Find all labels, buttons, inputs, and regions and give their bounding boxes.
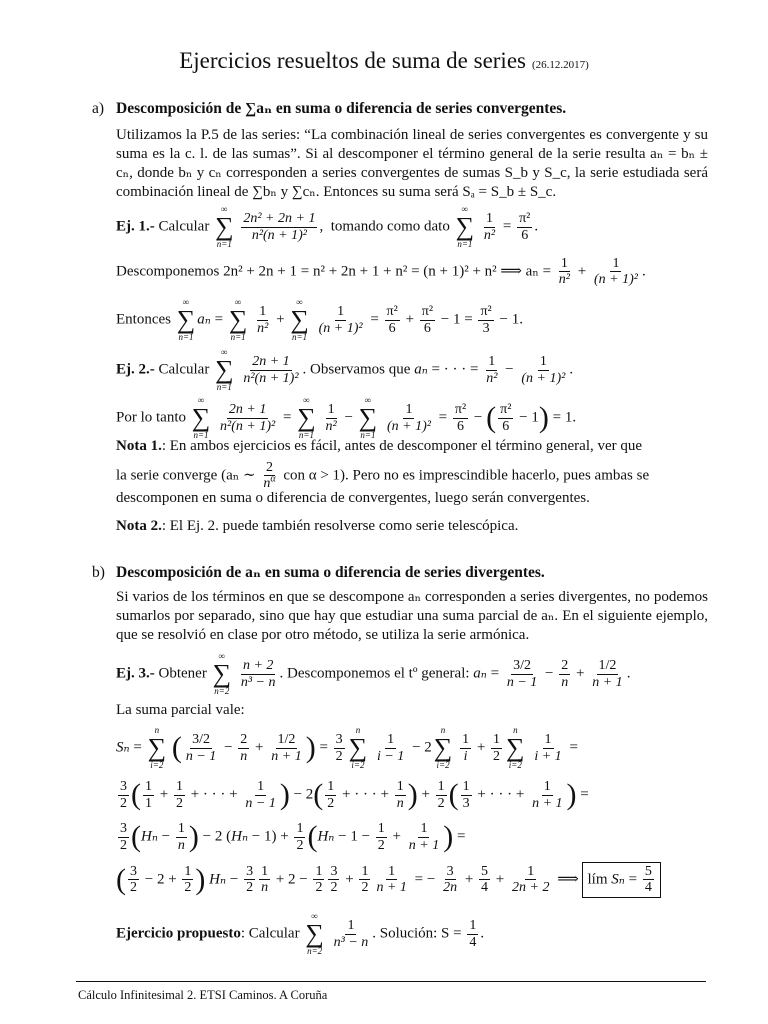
fraction: $\frac{1}{n}$ — [177, 821, 185, 853]
fraction: $\frac{\text{π²}}{6}$ — [386, 304, 398, 336]
footer: Cálculo Infinitesimal 2. ETSI Caminos. A Coruña — [78, 988, 328, 1002]
sum-symbol: ∞ ∑ n=1 — [358, 395, 378, 440]
ej3-text: Obtener — [158, 665, 207, 682]
fraction: $\frac{1}{2}$ — [175, 779, 183, 811]
ej1-text: Calcular — [158, 218, 210, 235]
sum-symbol: ∞ ∑ n=2 — [212, 651, 232, 696]
fraction: $\frac{1}{2}$ — [493, 732, 501, 764]
fraction: $\frac{1}{\text{n²}}$ — [325, 402, 337, 434]
sum-symbol: ∞ ∑ n=1 — [215, 347, 234, 392]
ej2-text: Calcular — [158, 361, 210, 378]
fraction: $\frac{1}{\text{n²}}$ — [257, 304, 269, 336]
fraction: $\frac{1}{1}$ — [145, 779, 152, 811]
fraction: $\frac{1}{2}$ — [327, 779, 335, 811]
nota1-text1: : En ambos ejercicios es fácil, antes de descomponer el término general, ver que — [161, 438, 643, 454]
nota1-line3: descomponen en suma o diferencia de convergentes, luego serán convergentes. — [116, 490, 590, 506]
fraction: $\frac{2n + 1}{\text{n²(n + 1)²}}$ — [220, 402, 276, 434]
propuesto-solucion: . Solución: S = — [372, 925, 462, 942]
fraction: $\frac{3/2}{n - 1}$ — [506, 658, 538, 690]
section-b-tag: b) — [92, 564, 105, 581]
ej2-line: Ej. 2.- Calcular ∞ ∑ n=1 $\frac{2n + 1}{\text{n²(n + 1)²}}$ . Observamos que aₙ = · · · = $\frac{1}{\text{n²}}$ − $\frac{1}{\text{(n + 1)²}}$ . — [116, 347, 574, 392]
suma-parcial-label: La suma parcial vale: — [116, 702, 245, 718]
fraction: $\frac{1}{\text{n²}}$ — [486, 354, 498, 386]
fraction: $\frac{1}{2}$ — [315, 864, 323, 896]
fraction: $\frac{3}{2}$ — [120, 779, 127, 811]
nota2-label: Nota 2. — [116, 518, 162, 534]
fraction: $\frac{1}{i}$ — [462, 732, 470, 764]
fraction: $\frac{1}{\text{n²}}$ — [483, 211, 496, 243]
section-a-heading-text: Descomposición de ∑aₙ en suma o diferencia de series convergentes. — [116, 100, 567, 117]
fraction: $\frac{1}{3}$ — [462, 779, 470, 811]
section-a-intro: Utilizamos la P.5 de las series: “La combinación lineal de series convergentes es convergente y su suma es la c. l. de las sumas”. Si al descomponer el término general de la serie resulta aₙ = bₙ ± cₙ, donde bₙ y cₙ corresponden a series convergentes de sumas S_b y S_c, la serie estudiada será combinación lineal de ∑bₙ y ∑cₙ. Entonces su suma será Sₐ = S_b ± S_c. — [116, 127, 708, 200]
fraction: $\frac{3}{2}$ — [130, 864, 137, 896]
fraction: $\frac{1}{\text{(n + 1)²}}$ — [593, 256, 638, 288]
ej2-label: Ej. 2.- — [116, 361, 155, 378]
sum-symbol: n ∑ i=2 — [506, 725, 525, 770]
sum-symbol: ∞ ∑ n=1 — [455, 204, 475, 249]
ej1-line: Ej. 1.- Calcular ∞ ∑ n=1 $\frac{\text{2n² + 2n + 1}}{\text{n²(n + 1)²}}$ , tomando como dato ∞ ∑ n=1 $\frac{1}{\text{n²}}$ = $\frac{\text{π²}}{6}$ . — [116, 204, 539, 249]
decomp1-line: Descomponemos 2n² + 2n + 1 = n² + 2n + 1 + n² = (n + 1)² + n² ⟹ aₙ = $\frac{1}{\text{n²}}$ + $\frac{1}{\text{(n + 1)²}}$ . — [116, 256, 646, 288]
document-title — [0, 48, 768, 74]
fraction: $\frac{1}{2}$ — [296, 821, 304, 853]
fraction: $\frac{1}{\text{(n + 1)²}}$ — [386, 402, 431, 434]
ej3-descomp: . Descomponemos el tº general: — [279, 665, 470, 682]
fraction: $\frac{1}{2}$ — [184, 864, 192, 896]
sum-symbol: ∞ ∑ n=1 — [297, 395, 316, 440]
entonces-text: Entonces — [116, 311, 171, 328]
sum-symbol: ∞ ∑ n=1 — [228, 297, 248, 342]
nota2-text: : El Ej. 2. puede también resolverse como serie telescópica. — [161, 518, 519, 534]
section-a-heading — [92, 98, 566, 118]
result-box: lím Sₙ = $\frac{5}{4}$ — [582, 862, 660, 898]
ej3-label: Ej. 3.- — [116, 665, 155, 682]
fraction: $\frac{\text{π²}}{6}$ — [519, 211, 531, 243]
section-b-intro: Si varios de los términos en que se descompone aₙ corresponden a series divergentes, no podemos sumarlos por separado, sino que hay que estudiar una suma parcial de aₙ. En el siguiente ejemplo, que se resolvió en clase por otro método, se utiliza la serie armónica. — [116, 589, 708, 643]
title-text: Ejercicios resueltos de suma de series — [179, 48, 526, 73]
sum-symbol: n ∑ i=2 — [433, 725, 453, 770]
nota2 — [116, 518, 518, 535]
fraction: $\frac{1}{n + 1}$ — [532, 779, 563, 811]
ej3-line: Ej. 3.- Obtener ∞ ∑ n=2 $\frac{n + 2}{\text{n³ − n}}$ . Descomponemos el tº general: aₙ = $\frac{3/2}{n - 1}$ − $\frac{2}{n}$ + $\frac{1/2}{n + 1}$ . — [116, 651, 631, 696]
sn-line4: ( $\frac{3}{2}$ − 2 + $\frac{1}{2}$ ) Hₙ − $\frac{3}{2}$ $\frac{1}{n}$ + 2 − $\frac{1}{2}$ $\frac{3}{2}$ + $\frac{1}{2}$ $\frac{1}{n + 1}$ = − $\frac{3}{2n}$ + $\frac{5}{4}$ + $\frac{1}{2n + 2}$ ⟹ lím Sₙ = $\frac{5}{4}$ — [116, 862, 661, 898]
fraction: $\frac{n + 2}{\text{n³ − n}}$ — [240, 658, 276, 690]
fraction: $\frac{1/2}{n + 1}$ — [271, 732, 302, 764]
fraction: $\frac{1}{\text{n²}}$ — [558, 256, 570, 288]
section-b-heading-text: Descomposición de aₙ en suma o diferencia de series divergentes. — [116, 564, 545, 581]
entonces-line: Entonces ∞ ∑ n=1 aₙ = ∞ ∑ n=1 $\frac{1}{\text{n²}}$ + ∞ ∑ n=1 $\frac{1}{\text{(n + 1)²}}$ = $\frac{\text{π²}}{6}$ + $\frac{\text{π²}}{6}$ − 1 = $\frac{\text{π²}}{3}$ − 1. — [116, 297, 523, 342]
section-a-tag: a) — [92, 100, 105, 117]
fraction: $\frac{1/2}{n + 1}$ — [592, 658, 623, 690]
propuesto-label: Ejercicio propuesto — [116, 925, 241, 942]
sum-symbol: ∞ ∑ n=2 — [305, 911, 324, 956]
fraction: $\frac{5}{4}$ — [644, 864, 652, 896]
fraction: $\frac{3}{2}$ — [246, 864, 254, 896]
fraction: $\frac{1}{2n + 2}$ — [512, 864, 550, 896]
section-b-heading — [92, 562, 545, 582]
nota1-label: Nota 1. — [116, 438, 162, 454]
sum-symbol: n ∑ i=2 — [147, 725, 167, 770]
nota1-line2 — [116, 460, 649, 492]
footer-rule — [76, 981, 706, 982]
sn-line1: Sₙ = n ∑ i=2 ( $\frac{3/2}{n - 1}$ − $\frac{2}{n}$ + $\frac{1/2}{n + 1}$ ) = $\frac{3}{2}$ n ∑ i=2 $\frac{1}{i - 1}$ − 2 n ∑ i=2 $\frac{1}{i}$ + $\frac{1}{2}$ n ∑ i=2 $\frac{1}{i + 1}$ = — [116, 725, 578, 770]
fraction: $\frac{3}{2}$ — [335, 732, 343, 764]
sn-line3: $\frac{3}{2}$ (Hₙ − $\frac{1}{n}$ ) − 2 (Hₙ − 1) + $\frac{1}{2}$ (Hₙ − 1 − $\frac{1}{2}$ + $\frac{1}{n + 1}$ ) = — [120, 820, 466, 853]
fraction: $\frac{1}{i - 1}$ — [376, 732, 405, 764]
sum-symbol: n ∑ i=2 — [348, 725, 368, 770]
fraction: $\frac{2}{n}$ — [561, 658, 569, 690]
sn-line2: $\frac{3}{2}$ ( $\frac{1}{1}$ + $\frac{1}{2}$ + · · · + $\frac{1}{n - 1}$ ) − 2( $\frac{1}{2}$ + · · · + $\frac{1}{n}$ ) + $\frac{1}{2}$ ( $\frac{1}{3}$ + · · · + $\frac{1}{n + 1}$ ) = — [120, 778, 589, 811]
propuesto-text: : Calcular — [240, 925, 300, 942]
por-lo-tanto-line: Por lo tanto ∞ ∑ n=1 $\frac{2n + 1}{\text{n²(n + 1)²}}$ = ∞ ∑ n=1 $\frac{1}{\text{n²}}$ − ∞ ∑ n=1 $\frac{1}{\text{(n + 1)²}}$ = $\frac{\text{π²}}{6}$ − ( $\frac{\text{π²}}{6}$ − 1) = 1. — [116, 395, 577, 440]
fraction: $\frac{\text{π²}}{6}$ — [454, 402, 467, 434]
fraction: $\frac{\text{π²}}{6}$ — [421, 304, 434, 336]
fraction: $\frac{3}{2}$ — [120, 821, 127, 853]
sum-symbol: ∞ ∑ n=1 — [215, 204, 234, 249]
nota1-text3: con α > 1). Pero no es imprescindible hacerlo, pues ambas se — [283, 467, 650, 484]
fraction: $\frac{5}{4}$ — [481, 864, 489, 896]
fraction: $\frac{1}{2}$ — [437, 779, 445, 811]
fraction: $\frac{3/2}{n - 1}$ — [185, 732, 217, 764]
nota1-text2: la serie converge (aₙ ∼ — [116, 467, 256, 484]
fraction: $\frac{2}{n}$ — [240, 732, 248, 764]
sum-symbol: ∞ ∑ n=1 — [290, 297, 309, 342]
fraction: $\frac{1}{\text{(n + 1)²}}$ — [318, 304, 363, 336]
fraction: $\frac{\text{2n² + 2n + 1}}{\text{n²(n + 1)²}}$ — [243, 211, 316, 243]
nota1 — [116, 438, 708, 455]
fraction: $\frac{1}{\text{n³ − n}}$ — [333, 918, 369, 950]
decomp1-text: Descomponemos 2n² + 2n + 1 = n² + 2n + 1 + n² = (n + 1)² + n² ⟹ aₙ = — [116, 263, 552, 280]
fraction: $\frac{3}{2n}$ — [443, 864, 458, 896]
fraction: $\frac{1}{\text{(n + 1)²}}$ — [521, 354, 566, 386]
fraction: $\frac{2n + 1}{\text{n²(n + 1)²}}$ — [243, 354, 299, 386]
por-lo-tanto-text: Por lo tanto — [116, 409, 186, 426]
fraction: $\frac{2}{n^\alpha}$ — [263, 460, 276, 492]
fraction: $\frac{1}{2}$ — [361, 864, 369, 896]
fraction: $\frac{1}{i + 1}$ — [534, 732, 562, 764]
fraction: $\frac{1}{n - 1}$ — [245, 779, 276, 811]
fraction: $\frac{3}{2}$ — [330, 864, 338, 896]
ej2-observamos: Observamos que — [310, 361, 411, 378]
sum-symbol: ∞ ∑ n=1 — [176, 297, 196, 342]
fraction: $\frac{1}{n + 1}$ — [408, 821, 440, 853]
propuesto-line: Ejercicio propuesto: Calcular ∞ ∑ n=2 $\frac{1}{\text{n³ − n}}$ . Solución: S = $\frac{1}{4}$ . — [116, 911, 485, 956]
fraction: $\frac{1}{2}$ — [377, 821, 385, 853]
fraction: $\frac{1}{n}$ — [396, 779, 404, 811]
fraction: $\frac{1}{n}$ — [261, 864, 269, 896]
title-date: (26.12.2017) — [531, 59, 589, 71]
fraction: $\frac{\text{π²}}{3}$ — [480, 304, 492, 336]
ej1-tomando: tomando como dato — [330, 218, 450, 235]
fraction: $\frac{\text{π²}}{6}$ — [500, 402, 512, 434]
fraction: $\frac{1}{4}$ — [469, 918, 477, 950]
ej1-label: Ej. 1.- — [116, 218, 155, 235]
fraction: $\frac{1}{n + 1}$ — [376, 864, 407, 896]
sum-symbol: ∞ ∑ n=1 — [191, 395, 211, 440]
